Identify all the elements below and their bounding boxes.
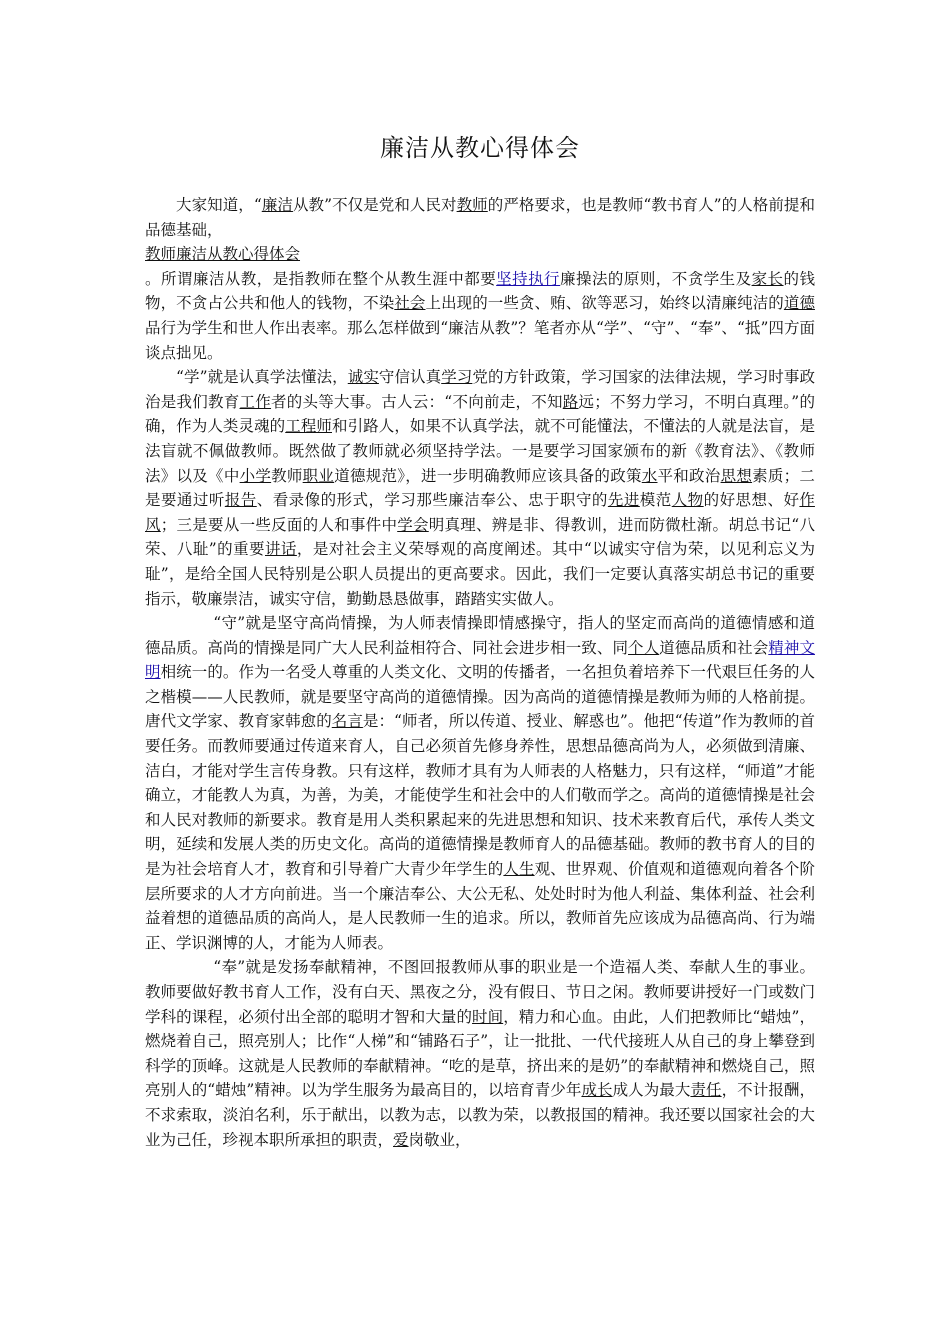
link-jianchi-zhixing[interactable]: 坚持执行 — [496, 269, 561, 288]
link-zhiye[interactable]: 职业 — [302, 466, 335, 485]
link-lianjie[interactable]: 廉洁 — [261, 196, 293, 214]
link-chengshi[interactable]: 诚实 — [347, 368, 379, 387]
link-jiaoshi[interactable]: 教师 — [456, 196, 488, 214]
link-xuexi[interactable]: 学习 — [441, 368, 473, 387]
link-xianjin[interactable]: 先进 — [607, 491, 640, 510]
document-body — [145, 193, 815, 1152]
link-gongzuo[interactable]: 工作 — [239, 392, 272, 411]
link-shehui[interactable]: 社会 — [394, 294, 426, 313]
paragraph-subtitle — [145, 242, 815, 267]
document-title: 廉洁从教心得体会 — [380, 134, 580, 162]
link-zuofeng[interactable]: 作风 — [145, 491, 815, 534]
link-ai[interactable]: 爱 — [393, 1130, 409, 1149]
link-jiazhang[interactable]: 家长 — [751, 269, 784, 288]
link-shijian[interactable]: 时间 — [472, 1007, 504, 1026]
link-sixiang[interactable]: 思想 — [720, 466, 753, 485]
link-jianghua[interactable]: 讲话 — [264, 540, 297, 559]
link-zeren[interactable]: 责任 — [690, 1081, 722, 1100]
link-xuehui[interactable]: 学会 — [397, 515, 429, 534]
paragraph-intro: 大家知道，“廉洁从教”不仅是党和人民对教师的严格要求，也是教师“教书育人”的人格前提和品德基础， — [145, 196, 815, 239]
link-shui[interactable]: 水 — [641, 466, 658, 485]
paragraph-4: “守”就是坚守高尚情操，为人师表情操即情感操守，指人的坚定而高尚的道德情感和道德品质。高尚的情操是同广大人民利益相符合、同社会进步相一致、同个人道德品质和社会精神文明相统一的。作为一名受人尊重的人类文化、文明的传播者，一名担负着培养下一代艰巨任务的人之楷模——人民教师，就是要坚守高尚的道德情操。因为高尚的道德情操是教师为师的人格前提。唐代文学家、教育家韩愈的名言是：“师者，所以传道、授业、解惑也”。他把“传道”作为教师的首要任务。而教师要通过传道来育人，自己必须首先修身养性，思想品德高尚为人，必须做到清廉、洁白，才能对学生言传身教。只有这样，教师才具有为人师表的人格魅力，只有这样，“师道”才能确立，才能教人为真，为善，为美，才能使学生和社会中的人们敬而学之。高尚的道德情操是社会和人民对教师的新要求。教育是用人类积累起来的先进思想和知识、技术来教育后代，承传人类文明，延续和发展人类的历史文化。高尚的道德情操是教师育人的品德基础。教师的教书育人的目的是为社会培育人才，教育和引导着广大青少年学生的人生观、世界观、价值观和道德观向着各个阶层所要求的人才方向前进。当一个廉洁奉公、大公无私、处处时时为他人利益、集体利益、社会利益着想的道德品质的高尚人，是人民教师一生的追求。所以，教师首先应该成为品德高尚、行为端正、学识渊博的人，才能为人师表。 — [145, 614, 815, 952]
link-gongchengshi[interactable]: 工程师 — [285, 417, 332, 436]
link-jingshen-wenming[interactable]: 精神文明 — [145, 638, 815, 682]
link-mingyan[interactable]: 名言 — [331, 712, 363, 731]
link-rensheng[interactable]: 人生 — [503, 860, 535, 879]
link-lu[interactable]: 路 — [562, 392, 579, 411]
paragraph-5: “奉”就是发扬奉献精神，不图回报教师从事的职业是一个造福人类、奉献人生的事业。教师要做好教书育人工作，没有白天、黑夜之分，没有假日、节日之闲。教师要讲授好一门或数门学科的课程，必须付出全部的聪明才智和大量的时间，精力和心血。由此，人们把教师比“蜡烛”，燃烧着自己，照亮别人；比作“人梯”和“铺路石子”，让一批批、一代代接班人从自己的身上攀登到科学的顶峰。这就是人民教师的奉献精神。“吃的是草，挤出来的是奶”的奉献精神和燃烧自己，照亮别人的“蜡烛”精神。以为学生服务为最高目的，以培育青少年成长成人为最大责任，不计报酬，不求索取，淡泊名利，乐于献出，以教为志，以教为荣，以教报国的精神。我还要以国家社会的大业为己任，珍视本职所承担的职责，爱岗敬业， — [145, 958, 815, 1149]
link-renwu[interactable]: 人物 — [671, 491, 704, 510]
link-chengzhang[interactable]: 成长 — [581, 1081, 613, 1100]
link-daode[interactable]: 道德 — [783, 294, 815, 313]
paragraph-2: 。所谓廉洁从教，是指教师在整个从教生涯中都要坚持执行廉操法的原则，不贪学生及家长的钱物，不贪占公共和他人的钱物，不染社会上出现的一些贪、贿、欲等恶习，始终以清廉纯洁的道德品行为学生和世人作出表率。那么怎样做到“廉洁从教”？笔者亦从“学”、“守”、“奉”、“抵”四方面谈点拙见。 — [145, 269, 815, 362]
link-subtitle[interactable]: 教师廉洁从教心得体会 — [145, 245, 301, 264]
document-page — [145, 0, 815, 1152]
link-xiaoxue[interactable]: 小学 — [239, 466, 272, 485]
link-baogao[interactable]: 报告 — [224, 491, 257, 510]
link-geren[interactable]: 个人 — [628, 638, 660, 657]
paragraph-3: “学”就是认真学法懂法，诚实守信认真学习党的方针政策，学习国家的法律法规，学习时事政治是我们教育工作者的头等大事。古人云：“不向前走，不知路远；不努力学习，不明白真理。”的确，作为人类灵魂的工程师和引路人，如果不认真学法，就不可能懂法，不懂法的人就是法盲，是法盲就不佩做教师。既然做了教师就必须坚持学法。一是要学习国家颁布的新《教育法》、《教师法》以及《中小学教师职业道德规范》，进一步明确教师应该具备的政策水平和政治思想素质；二是要通过听报告、看录像的形式，学习那些廉洁奉公、忠于职守的先进模范人物的好思想、好作风；三是要从一些反面的人和事件中学会明真理、辨是非、得教训，进而防微杜渐。胡总书记“八荣、八耻”的重要讲话，是对社会主义荣辱观的高度阐述。其中“以诚实守信为荣，以见利忘义为耻”，是给全国人民特别是公职人员提出的更高要求。因此，我们一定要认真落实胡总书记的重要指示，敬廉崇洁，诚实守信，勤勤恳恳做事，踏踏实实做人。 — [145, 368, 815, 608]
